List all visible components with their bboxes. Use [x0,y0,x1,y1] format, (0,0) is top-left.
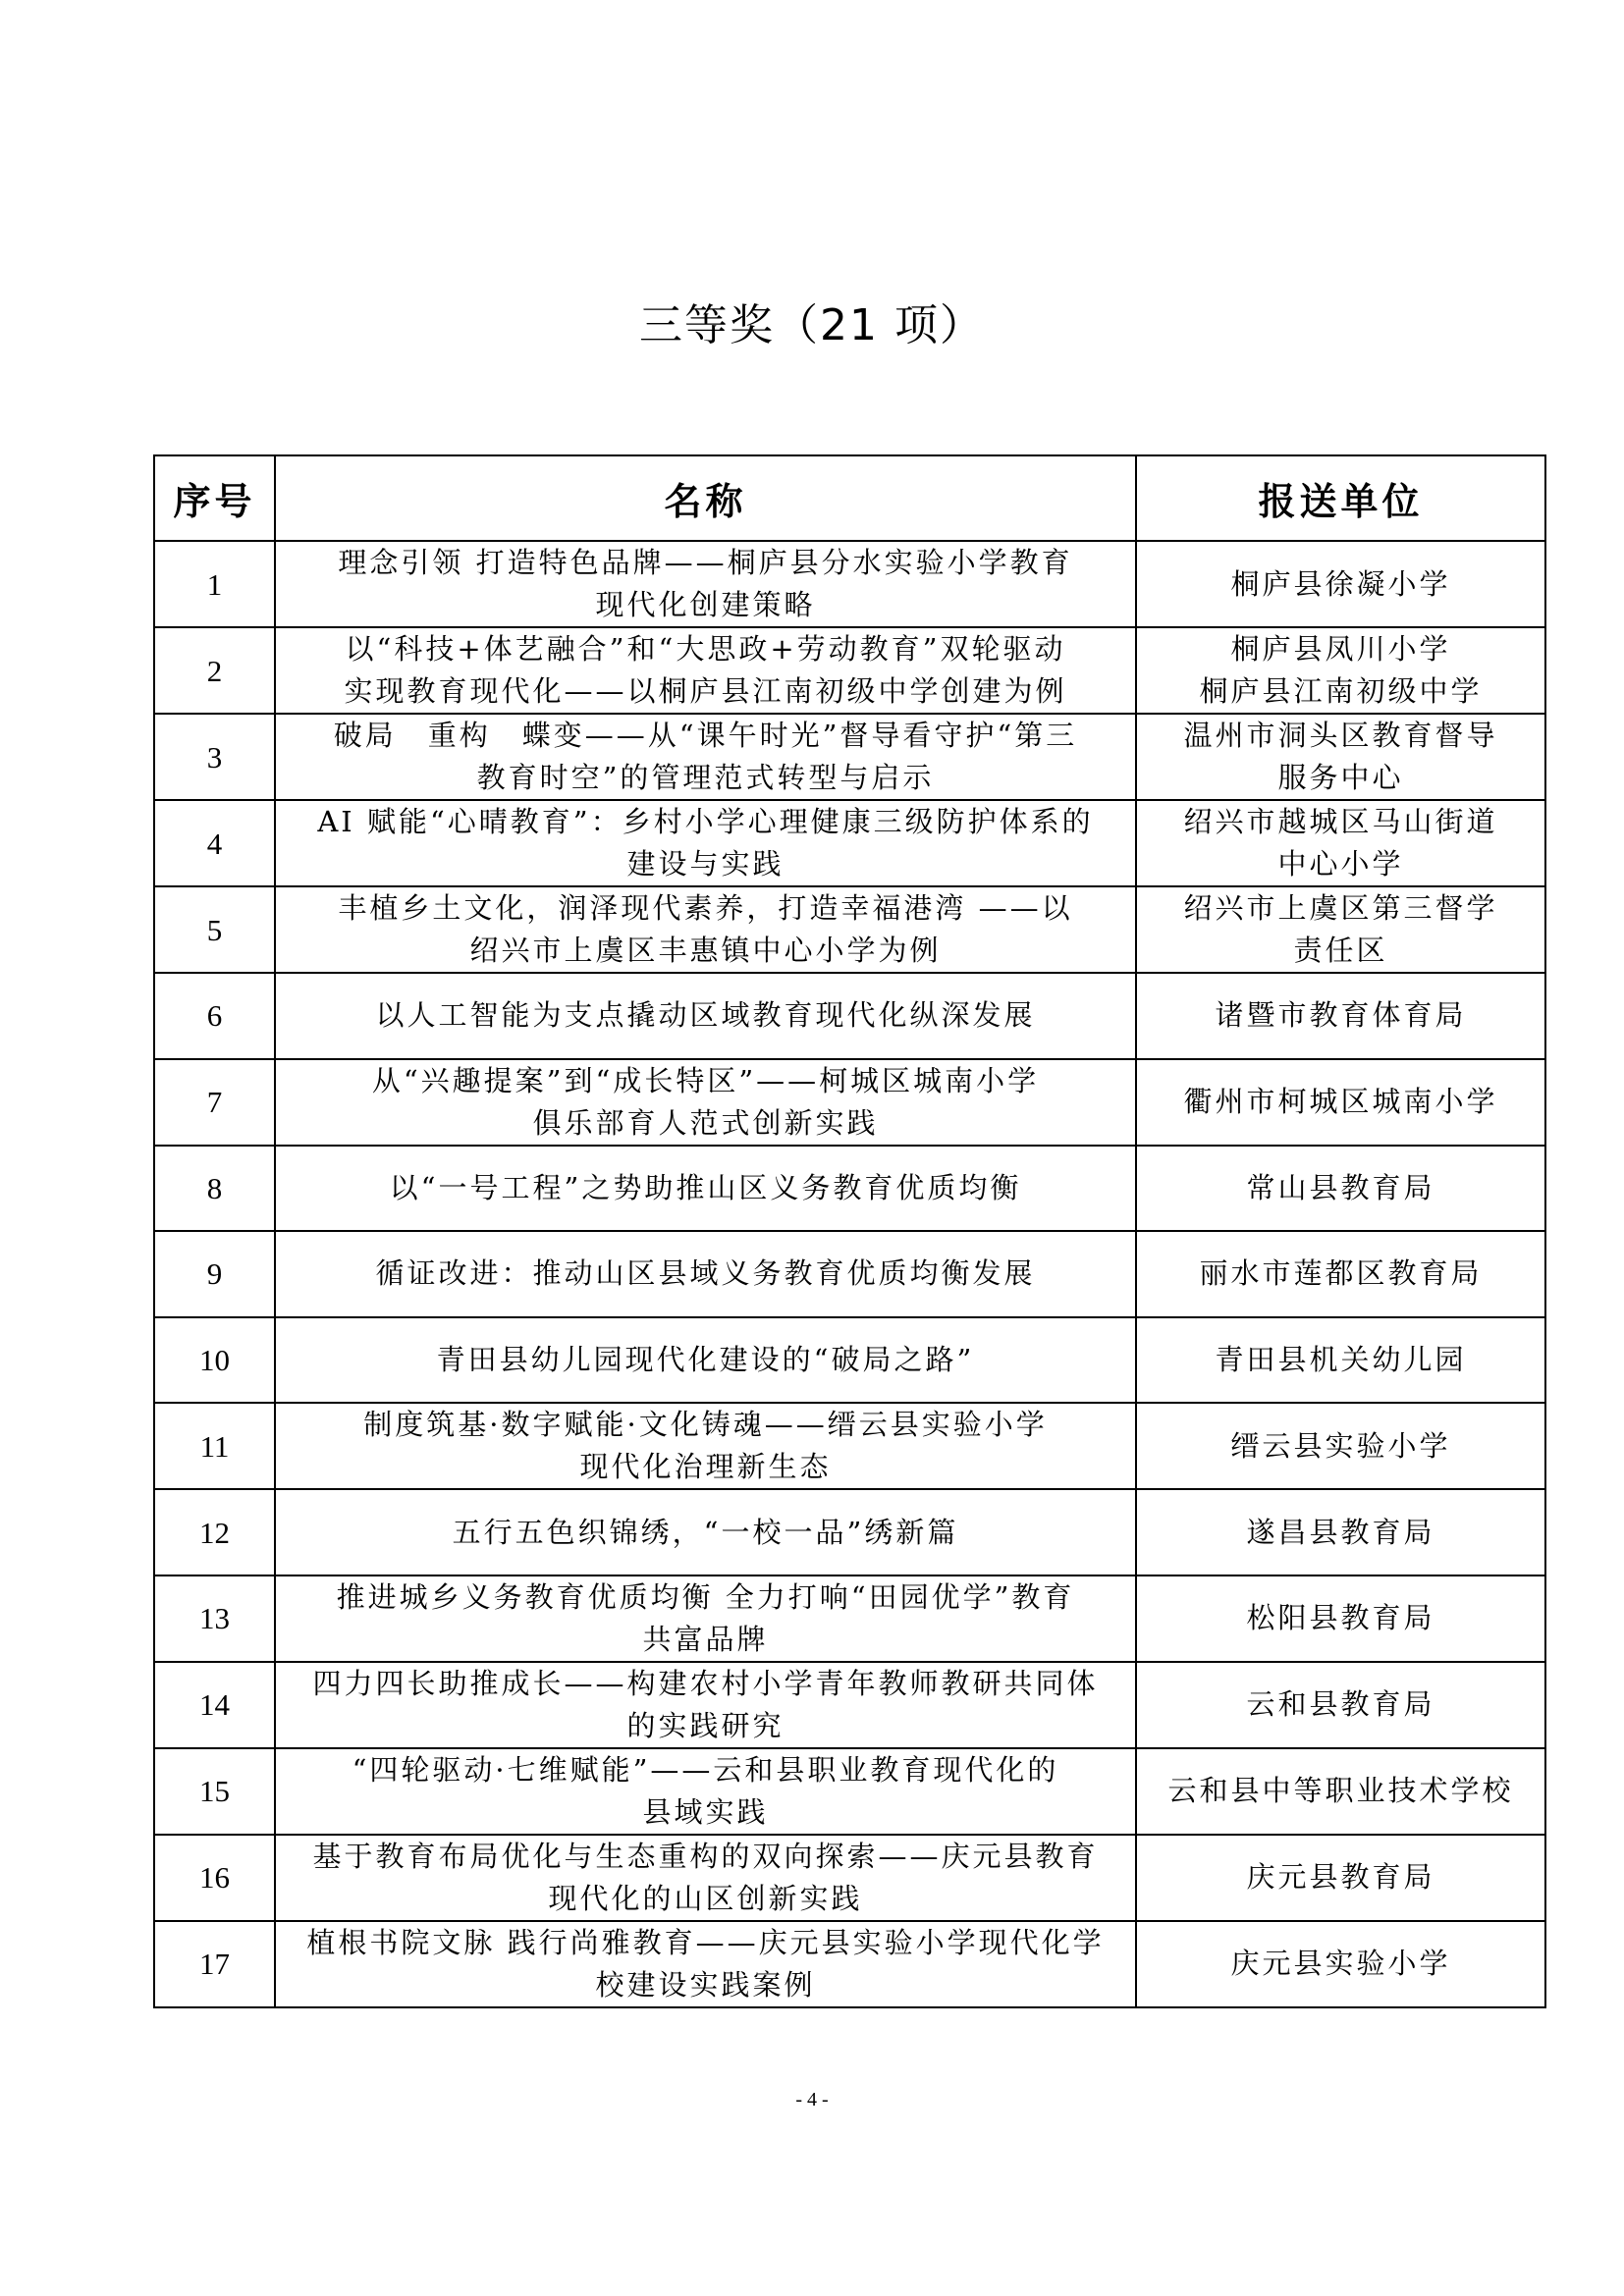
table-row [154,714,1545,800]
table-row [154,800,1545,886]
row-number: 7 [154,1059,275,1146]
row-name-line: 以“一号工程”之势助推山区义务教育优质均衡 [389,1170,1022,1204]
table-row [154,1146,1545,1232]
row-unit-line: 诸暨市教育体育局 [1215,998,1467,1033]
row-name-line: 植根书院文脉 践行尚雅教育——庆元县实验小学现代化学 [306,1925,1105,1959]
row-unit-line: 桐庐县江南初级中学 [1199,674,1483,708]
row-number: 2 [154,627,275,714]
row-name-line: 破局 重构 蝶变——从“课午时光”督导看守护“第三 [333,719,1078,752]
row-name [275,1748,1136,1835]
row-unit-line: 桐庐县凤川小学 [1230,632,1451,666]
row-unit-line: 庆元县实验小学 [1230,1947,1451,1981]
row-unit-line: 温州市洞头区教育督导 [1183,719,1498,752]
row-name-line: 实现教育现代化——以桐庐县江南初级中学创建为例 [344,674,1067,708]
row-name [275,1575,1136,1662]
table-row [154,1748,1545,1835]
row-unit [1136,1662,1545,1748]
row-name [275,1317,1136,1404]
row-name [275,1059,1136,1146]
row-name-line: 教育时空”的管理范式转型与启示 [476,761,935,794]
row-name-line: 现代化治理新生态 [579,1450,832,1484]
row-name [275,1403,1136,1489]
row-unit-line: 常山县教育局 [1246,1170,1435,1204]
row-number: 14 [154,1662,275,1748]
table-body [154,541,1545,2007]
table-row [154,541,1545,627]
table-row [154,1835,1545,1921]
row-name-line: 推进城乡义务教育优质均衡 全力打响“田园优学”教育 [336,1579,1075,1614]
row-name-line: 以“科技+体艺融合”和“大思政+劳动教育”双轮驱动 [345,632,1066,666]
row-name-line: 基于教育布局优化与生态重构的双向探索——庆元县教育 [312,1839,1099,1873]
table-row [154,1317,1545,1404]
row-unit-line: 中心小学 [1277,847,1404,881]
row-name [275,1835,1136,1921]
table-row [154,627,1545,714]
row-unit-line: 绍兴市上虞区第三督学 [1183,891,1498,925]
header-no: 序号 [154,455,275,541]
row-unit-line: 服务中心 [1277,761,1404,794]
row-name-line: 丰植乡土文化，润泽现代素养，打造幸福港湾 ——以 [338,891,1073,925]
row-unit-line: 云和县教育局 [1246,1687,1435,1722]
table-row [154,1059,1545,1146]
row-name-line: 现代化的山区创新实践 [548,1881,863,1915]
row-unit [1136,800,1545,886]
row-name-line: 制度筑基·数字赋能·文化铸魂——缙云县实验小学 [363,1408,1048,1442]
row-name-line: 以人工智能为支点撬动区域教育现代化纵深发展 [375,998,1036,1033]
row-number: 3 [154,714,275,800]
row-unit [1136,1921,1545,2007]
row-unit [1136,1748,1545,1835]
row-unit [1136,886,1545,973]
row-number: 8 [154,1146,275,1232]
table-row [154,1489,1545,1575]
table-header-row [154,455,1545,541]
row-name-line: 县域实践 [642,1794,769,1829]
row-name-line: 循证改进：推动山区县域义务教育优质均衡发展 [375,1256,1036,1291]
row-number: 15 [154,1748,275,1835]
row-name-line: “四轮驱动·七维赋能”——云和县职业教育现代化的 [352,1752,1059,1787]
row-name-line: 俱乐部育人范式创新实践 [532,1105,879,1140]
header-unit: 报送单位 [1136,455,1545,541]
row-unit [1136,1575,1545,1662]
row-name [275,541,1136,627]
row-name [275,1231,1136,1317]
row-number: 5 [154,886,275,973]
row-name [275,714,1136,800]
row-name-line: 绍兴市上虞区丰惠镇中心小学为例 [469,934,942,967]
award-table [153,454,1546,2008]
row-unit [1136,1489,1545,1575]
table-row [154,973,1545,1059]
row-unit [1136,1403,1545,1489]
row-unit-line: 责任区 [1293,934,1388,967]
row-name [275,627,1136,714]
row-unit-line: 青田县机关幼儿园 [1215,1343,1467,1377]
row-unit [1136,1146,1545,1232]
row-unit-line: 遂昌县教育局 [1246,1515,1435,1549]
row-unit-line: 松阳县教育局 [1246,1601,1435,1635]
row-number: 16 [154,1835,275,1921]
row-unit-line: 衢州市柯城区城南小学 [1183,1085,1498,1119]
row-unit [1136,541,1545,627]
row-name-line: 理念引领 打造特色品牌——桐庐县分水实验小学教育 [338,546,1073,579]
row-unit-line: 庆元县教育局 [1246,1860,1435,1895]
page-number: - 4 - [795,2089,829,2110]
row-unit-line: 绍兴市越城区马山街道 [1183,805,1498,838]
row-unit [1136,1059,1545,1146]
page-title: 三等奖（21 项） [639,300,985,350]
table-row [154,1231,1545,1317]
row-name-line: 的实践研究 [626,1708,785,1742]
row-name [275,1921,1136,2007]
row-number: 6 [154,973,275,1059]
row-name [275,1662,1136,1748]
row-unit [1136,1835,1545,1921]
row-name-line: 四力四长助推成长——构建农村小学青年教师教研共同体 [312,1666,1099,1700]
table-row [154,1662,1545,1748]
row-name-line: 共富品牌 [642,1622,769,1656]
table-row [154,1403,1545,1489]
row-name-line: 五行五色织锦绣，“一校一品”绣新篇 [452,1515,959,1549]
row-unit [1136,973,1545,1059]
row-unit [1136,1317,1545,1404]
row-name-line: 从“兴趣提案”到“成长特区”——柯城区城南小学 [371,1063,1040,1097]
row-name-line: 校建设实践案例 [595,1967,816,2002]
header-name: 名称 [275,455,1136,541]
row-unit [1136,627,1545,714]
row-name [275,800,1136,886]
table-row [154,1921,1545,2007]
row-name-line: 建设与实践 [626,847,785,881]
row-number: 10 [154,1317,275,1404]
row-unit-line: 云和县中等职业技术学校 [1167,1774,1514,1808]
row-number: 1 [154,541,275,627]
row-unit [1136,1231,1545,1317]
row-unit-line: 缙云县实验小学 [1230,1428,1451,1463]
row-unit-line: 桐庐县徐凝小学 [1230,566,1451,601]
row-name-line: 青田县幼儿园现代化建设的“破局之路” [436,1343,975,1377]
row-number: 13 [154,1575,275,1662]
row-name [275,1489,1136,1575]
row-number: 4 [154,800,275,886]
row-name-line: 现代化创建策略 [595,588,816,621]
row-name [275,886,1136,973]
row-unit-line: 丽水市莲都区教育局 [1199,1256,1483,1291]
table-row [154,1575,1545,1662]
row-name [275,1146,1136,1232]
row-number: 9 [154,1231,275,1317]
row-unit [1136,714,1545,800]
row-number: 12 [154,1489,275,1575]
row-name-line: AI 赋能“心晴教育”：乡村小学心理健康三级防护体系的 [317,805,1094,838]
row-name [275,973,1136,1059]
row-number: 17 [154,1921,275,2007]
row-number: 11 [154,1403,275,1489]
table-row [154,886,1545,973]
